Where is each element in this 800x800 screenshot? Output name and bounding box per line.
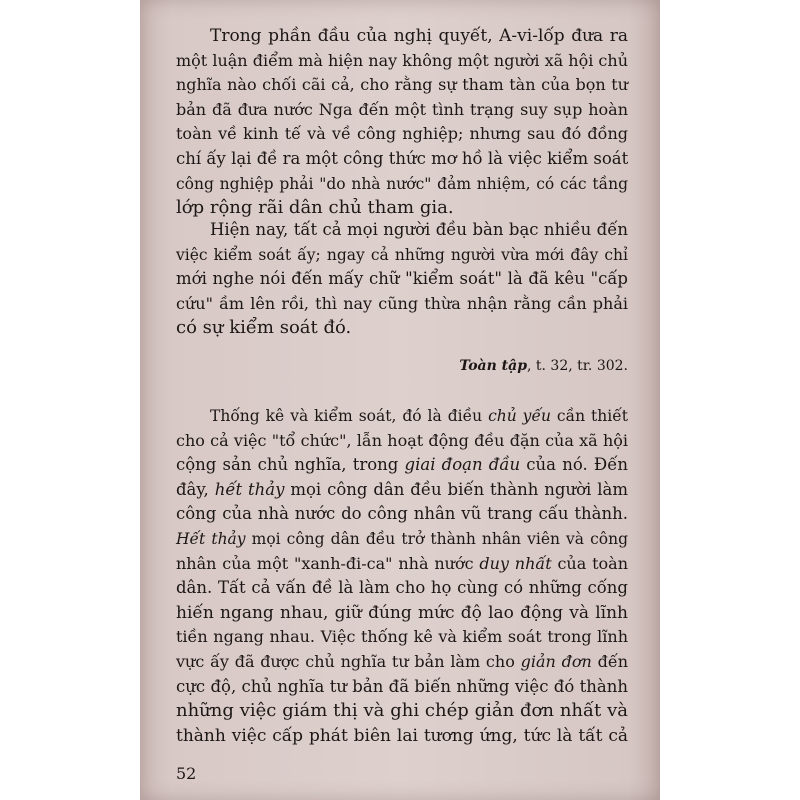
text-line: có sự kiểm soát đó. bbox=[176, 317, 352, 339]
emphasis: duy nhất bbox=[479, 553, 552, 573]
citation-work: Toàn tập bbox=[459, 358, 527, 374]
text-line: chí ấy lại đề ra một công thức mơ hồ là việc kiểm soát bbox=[176, 148, 629, 168]
text-run: của nó. Đến bbox=[520, 455, 628, 475]
text-run: mọi công dân đều trở thành nhân viên và công bbox=[245, 529, 629, 548]
text-run: cần thiết bbox=[550, 407, 628, 425]
text-run: vực ấy đã được chủ nghĩa tư bản làm cho bbox=[176, 651, 521, 671]
text-line: nghĩa nào chối cãi cả, cho rằng sự tham tàn của bọn tư bbox=[176, 75, 628, 95]
text-line bbox=[176, 404, 628, 429]
text-line: lớp rộng rãi dân chủ tham gia. bbox=[176, 197, 454, 219]
text-line bbox=[176, 552, 628, 577]
text-run: Thống kê và kiểm soát, đó là điều bbox=[210, 407, 489, 425]
text-line bbox=[176, 478, 628, 503]
text-line bbox=[176, 650, 628, 675]
text-line: toàn về kinh tế và về công nghiệp; nhưng sau đó đồng bbox=[176, 124, 628, 144]
text-line: cực độ, chủ nghĩa tư bản đã biến những việc đó thành bbox=[176, 676, 628, 696]
text-line: một luận điểm mà hiện nay không một người xã hội chủ bbox=[176, 50, 628, 70]
text-line: Hiện nay, tất cả mọi người đều bàn bạc nhiều đến bbox=[210, 220, 628, 239]
text-line: hiến ngang nhau, giữ đúng mức độ lao động và lĩnh bbox=[176, 602, 628, 623]
citation-reference: , t. 32, tr. 302. bbox=[527, 358, 628, 374]
emphasis: chủ yếu bbox=[488, 407, 551, 425]
text-run: đây, bbox=[176, 479, 215, 499]
text-line bbox=[176, 453, 628, 478]
text-run: của toàn bbox=[551, 553, 629, 573]
text-line: những việc giám thị và ghi chép giản đơn nhất và bbox=[176, 700, 628, 722]
paragraph-3 bbox=[176, 404, 628, 748]
text-line: công của nhà nước do công nhân vũ trang cấu thành. bbox=[176, 504, 628, 524]
text-line: việc kiểm soát ấy; ngay cả những người vừa mới đây chỉ bbox=[176, 245, 628, 264]
emphasis: giản đơn bbox=[520, 651, 592, 671]
paragraph-1 bbox=[176, 24, 628, 221]
text-line: công nghiệp phải "do nhà nước" đảm nhiệm, có các tầng bbox=[176, 174, 628, 193]
text-run: mọi công dân đều biến thành người làm bbox=[284, 479, 628, 499]
page-number: 52 bbox=[176, 764, 197, 783]
emphasis: giai đoạn đầu bbox=[404, 455, 521, 475]
citation bbox=[459, 358, 628, 374]
text-line bbox=[176, 527, 628, 552]
text-run: cộng sản chủ nghĩa, trong bbox=[176, 455, 405, 475]
text-run: đến bbox=[591, 651, 628, 671]
book-page bbox=[140, 0, 660, 800]
text-line: Trong phần đầu của nghị quyết, A-vi-lốp đưa ra bbox=[210, 26, 628, 46]
paragraph-2 bbox=[176, 218, 628, 341]
text-line: cứu" ầm lên rồi, thì nay cũng thừa nhận rằng cần phải bbox=[176, 293, 628, 313]
text-line: mới nghe nói đến mấy chữ "kiểm soát" là đã kêu "cấp bbox=[176, 269, 628, 289]
text-line: cho cả việc "tổ chức", lẫn hoạt động đều đặn của xã hội bbox=[176, 430, 628, 450]
text-run: nhân của một "xanh-đi-ca" nhà nước bbox=[176, 553, 480, 573]
emphasis: Hết thảy bbox=[176, 529, 246, 548]
text-line: thành việc cấp phát biên lai tương ứng, tức là tất cả bbox=[176, 725, 628, 746]
emphasis: hết thảy bbox=[214, 479, 285, 499]
text-line: tiền ngang nhau. Việc thống kê và kiểm soát trong lĩnh bbox=[176, 627, 628, 647]
text-line: bản đã đưa nước Nga đến một tình trạng suy sụp hoàn bbox=[176, 99, 628, 119]
text-line: dân. Tất cả vấn đề là làm cho họ cùng có những cống bbox=[176, 578, 628, 598]
